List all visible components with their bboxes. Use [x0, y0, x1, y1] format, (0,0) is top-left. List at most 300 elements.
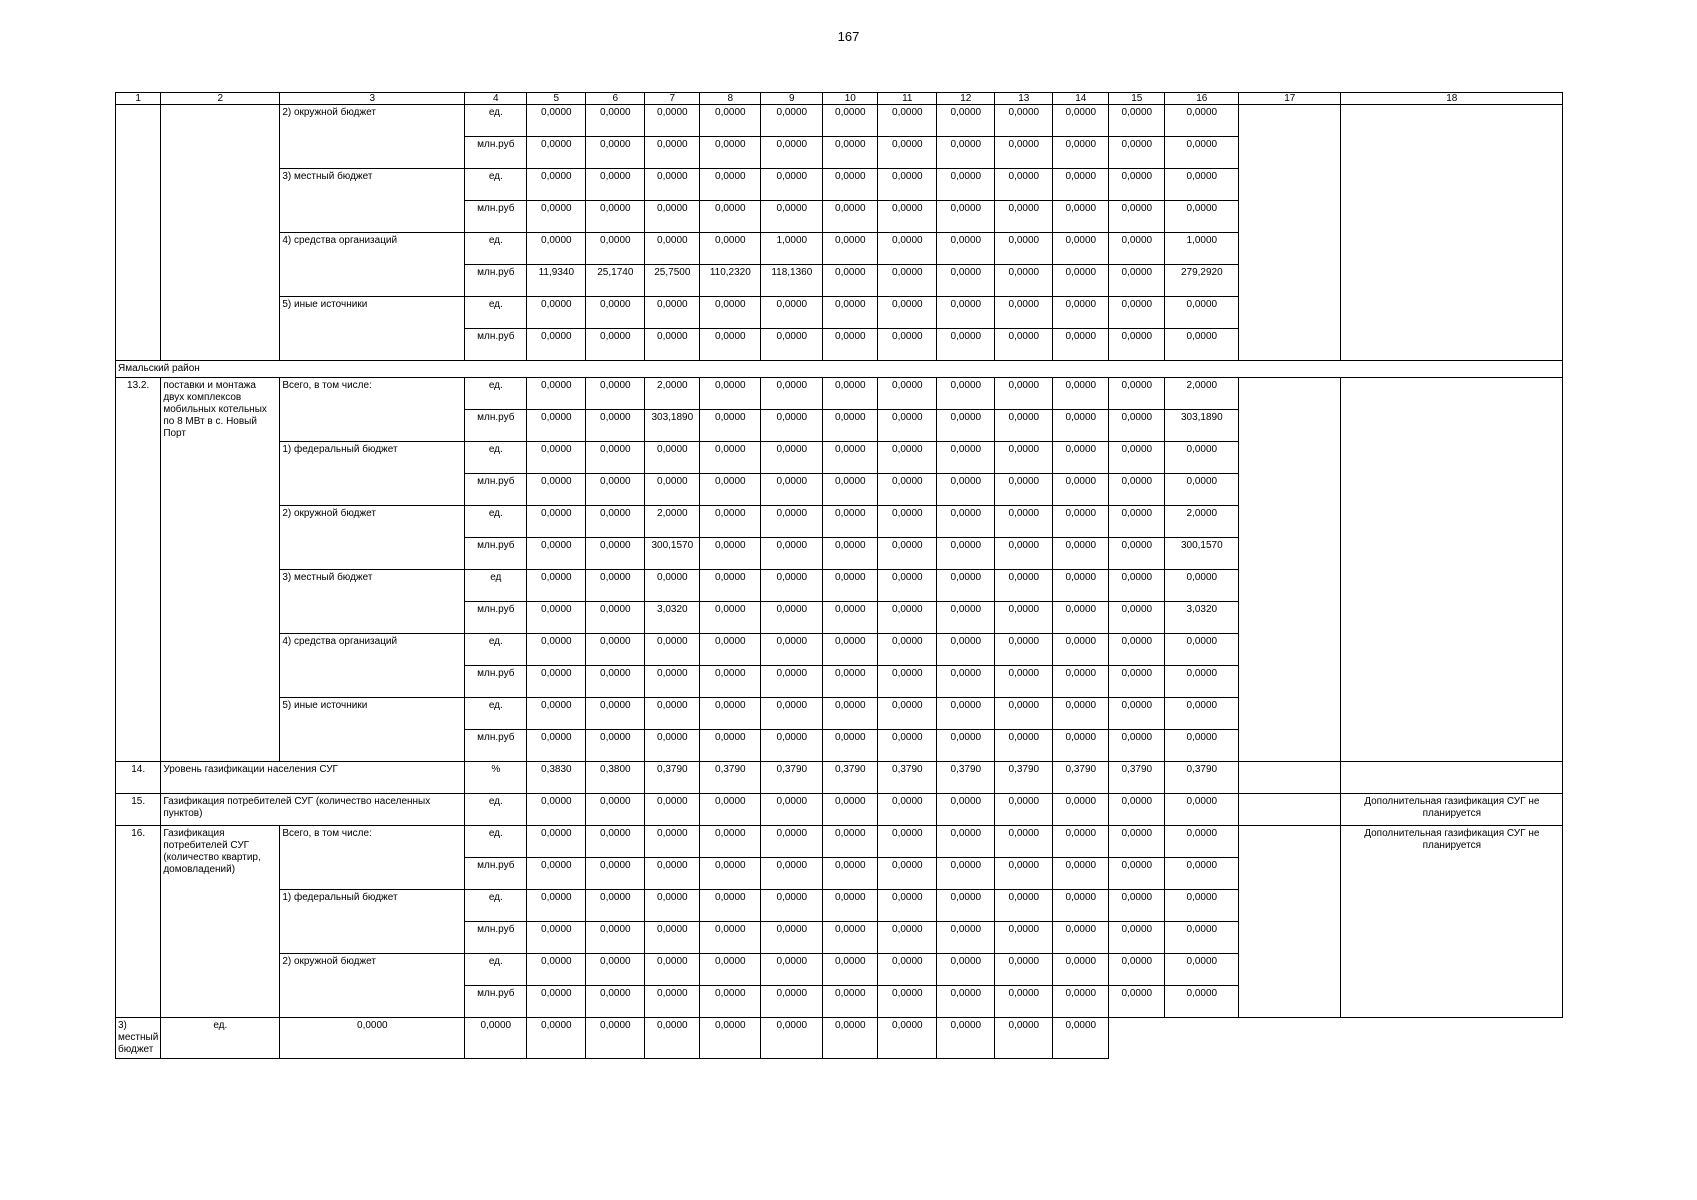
- unit-cell: ед.: [465, 794, 527, 826]
- unit-cell: ед.: [465, 826, 527, 858]
- value-cell: 0,0000: [995, 297, 1053, 329]
- value-cell: 0,0000: [878, 1018, 937, 1059]
- value-cell: 0,0000: [645, 634, 700, 666]
- value-cell: 0,3800: [586, 762, 645, 794]
- value-cell: 0,3790: [700, 762, 761, 794]
- column-number-header: 10: [823, 93, 878, 105]
- value-cell: 0,0000: [937, 922, 995, 954]
- total-value-cell: 3,0320: [1165, 602, 1239, 634]
- value-cell: 0,0000: [645, 858, 700, 890]
- value-cell: 0,0000: [823, 602, 878, 634]
- value-cell: 0,0000: [527, 137, 586, 169]
- value-cell: 0,0000: [645, 105, 700, 137]
- column-17-cell: [1239, 826, 1341, 1018]
- value-cell: 0,0000: [1053, 794, 1109, 826]
- value-cell: 0,0000: [645, 570, 700, 602]
- value-cell: 0,0000: [761, 570, 823, 602]
- funding-source: 5) иные источники: [280, 297, 465, 361]
- value-cell: 0,0000: [823, 730, 878, 762]
- value-cell: 0,0000: [1109, 666, 1165, 698]
- total-value-cell: 0,0000: [1165, 137, 1239, 169]
- value-cell: 0,0000: [586, 570, 645, 602]
- value-cell: 0,0000: [645, 794, 700, 826]
- value-cell: 0,0000: [878, 201, 937, 233]
- value-cell: 0,0000: [1053, 410, 1109, 442]
- unit-cell: млн.руб: [465, 137, 527, 169]
- value-cell: 118,1360: [761, 265, 823, 297]
- value-cell: 0,0000: [586, 378, 645, 410]
- total-value-cell: 0,0000: [1165, 297, 1239, 329]
- value-cell: 0,0000: [878, 570, 937, 602]
- value-cell: 0,0000: [823, 137, 878, 169]
- column-number-header: 13: [995, 93, 1053, 105]
- column-17-cell: [1239, 105, 1341, 361]
- funding-source: 2) окружной бюджет: [280, 954, 465, 1018]
- table-row: [116, 794, 1563, 826]
- value-cell: 0,0000: [1053, 506, 1109, 538]
- value-cell: 0,0000: [937, 442, 995, 474]
- value-cell: 0,0000: [1109, 602, 1165, 634]
- value-cell: 0,0000: [527, 297, 586, 329]
- value-cell: 0,0000: [527, 570, 586, 602]
- value-cell: 0,0000: [586, 954, 645, 986]
- value-cell: 0,0000: [586, 1018, 645, 1059]
- value-cell: 0,0000: [586, 922, 645, 954]
- value-cell: 0,0000: [937, 634, 995, 666]
- value-cell: 0,0000: [937, 506, 995, 538]
- funding-source: 3) местный бюджет: [280, 570, 465, 634]
- value-cell: 0,0000: [995, 442, 1053, 474]
- value-cell: 0,0000: [823, 666, 878, 698]
- value-cell: 0,0000: [761, 602, 823, 634]
- value-cell: 0,0000: [761, 378, 823, 410]
- value-cell: 0,0000: [1053, 602, 1109, 634]
- section-row: [116, 361, 1563, 378]
- value-cell: 0,0000: [700, 954, 761, 986]
- unit-cell: ед.: [465, 378, 527, 410]
- funding-source: 4) средства организаций: [280, 634, 465, 698]
- value-cell: 0,0000: [700, 1018, 761, 1059]
- value-cell: 0,0000: [1053, 570, 1109, 602]
- value-cell: 0,0000: [700, 730, 761, 762]
- value-cell: 0,0000: [761, 297, 823, 329]
- value-cell: 0,0000: [586, 201, 645, 233]
- value-cell: 0,0000: [878, 954, 937, 986]
- total-value-cell: 2,0000: [1165, 506, 1239, 538]
- value-cell: 0,0000: [280, 1018, 465, 1059]
- value-cell: 0,0000: [937, 858, 995, 890]
- value-cell: 0,0000: [1109, 826, 1165, 858]
- value-cell: 0,0000: [1053, 922, 1109, 954]
- unit-cell: млн.руб: [465, 986, 527, 1018]
- value-cell: 0,0000: [995, 794, 1053, 826]
- value-cell: 0,0000: [823, 233, 878, 265]
- column-number-header: 2: [161, 93, 280, 105]
- value-cell: 0,0000: [823, 986, 878, 1018]
- value-cell: 0,0000: [937, 410, 995, 442]
- total-value-cell: 0,0000: [1165, 954, 1239, 986]
- value-cell: 0,0000: [1109, 794, 1165, 826]
- value-cell: 0,0000: [645, 954, 700, 986]
- value-cell: 0,0000: [1109, 265, 1165, 297]
- item-number: 13.2.: [116, 378, 161, 762]
- column-number-header: 5: [527, 93, 586, 105]
- value-cell: 0,0000: [700, 794, 761, 826]
- value-cell: 0,0000: [700, 378, 761, 410]
- value-cell: 0,0000: [700, 922, 761, 954]
- value-cell: 0,3790: [1109, 762, 1165, 794]
- value-cell: 0,0000: [1109, 858, 1165, 890]
- column-number-header: 18: [1341, 93, 1563, 105]
- table-row: [116, 1018, 1563, 1059]
- value-cell: 0,0000: [995, 698, 1053, 730]
- value-cell: 0,0000: [878, 506, 937, 538]
- value-cell: 0,0000: [937, 233, 995, 265]
- value-cell: 0,0000: [823, 858, 878, 890]
- value-cell: 0,0000: [527, 698, 586, 730]
- value-cell: 0,0000: [823, 105, 878, 137]
- value-cell: 0,0000: [527, 538, 586, 570]
- value-cell: 0,0000: [761, 538, 823, 570]
- value-cell: 0,0000: [995, 666, 1053, 698]
- value-cell: 0,0000: [1053, 137, 1109, 169]
- value-cell: 0,0000: [586, 890, 645, 922]
- total-value-cell: 0,0000: [1165, 698, 1239, 730]
- value-cell: 0,0000: [1053, 986, 1109, 1018]
- value-cell: 0,0000: [527, 169, 586, 201]
- funding-source: 1) федеральный бюджет: [280, 890, 465, 954]
- column-number-header: 9: [761, 93, 823, 105]
- page-number: 167: [837, 29, 860, 44]
- unit-cell: млн.руб: [465, 329, 527, 361]
- item-number: 14.: [116, 762, 161, 794]
- unit-cell: млн.руб: [465, 858, 527, 890]
- value-cell: 0,0000: [527, 201, 586, 233]
- value-cell: 0,0000: [995, 474, 1053, 506]
- value-cell: 0,0000: [527, 1018, 586, 1059]
- value-cell: 0,0000: [586, 602, 645, 634]
- value-cell: 0,3790: [937, 762, 995, 794]
- total-value-cell: 0,0000: [1165, 922, 1239, 954]
- value-cell: 0,0000: [937, 826, 995, 858]
- value-cell: 0,0000: [527, 666, 586, 698]
- value-cell: 0,0000: [995, 233, 1053, 265]
- funding-source: 3) местный бюджет: [116, 1018, 161, 1059]
- value-cell: 0,0000: [1109, 954, 1165, 986]
- value-cell: 0,0000: [700, 634, 761, 666]
- unit-cell: ед: [465, 570, 527, 602]
- value-cell: 0,0000: [586, 666, 645, 698]
- value-cell: 0,0000: [937, 666, 995, 698]
- value-cell: 0,0000: [878, 265, 937, 297]
- value-cell: 0,0000: [1109, 201, 1165, 233]
- value-cell: 0,0000: [1053, 474, 1109, 506]
- value-cell: 0,0000: [1109, 634, 1165, 666]
- value-cell: 0,0000: [995, 890, 1053, 922]
- value-cell: 0,0000: [823, 922, 878, 954]
- column-number-header: 15: [1109, 93, 1165, 105]
- value-cell: 0,0000: [527, 474, 586, 506]
- value-cell: 0,0000: [878, 410, 937, 442]
- value-cell: 0,0000: [878, 474, 937, 506]
- unit-cell: ед.: [465, 506, 527, 538]
- value-cell: 0,0000: [937, 105, 995, 137]
- value-cell: 0,0000: [1109, 329, 1165, 361]
- value-cell: 0,0000: [1053, 698, 1109, 730]
- value-cell: 0,0000: [700, 474, 761, 506]
- value-cell: 0,0000: [761, 169, 823, 201]
- value-cell: 0,0000: [937, 986, 995, 1018]
- total-value-cell: 0,0000: [1165, 826, 1239, 858]
- total-value-cell: 2,0000: [1165, 378, 1239, 410]
- value-cell: 0,3790: [761, 762, 823, 794]
- total-value-cell: 0,0000: [1165, 730, 1239, 762]
- value-cell: 0,0000: [878, 137, 937, 169]
- value-cell: 0,0000: [823, 634, 878, 666]
- value-cell: 0,3790: [878, 762, 937, 794]
- value-cell: 0,0000: [878, 105, 937, 137]
- value-cell: 0,0000: [645, 137, 700, 169]
- value-cell: 0,0000: [527, 410, 586, 442]
- unit-cell: млн.руб: [465, 922, 527, 954]
- value-cell: 0,0000: [761, 474, 823, 506]
- value-cell: 0,0000: [1109, 730, 1165, 762]
- value-cell: 0,0000: [761, 137, 823, 169]
- unit-cell: ед.: [465, 297, 527, 329]
- unit-cell: млн.руб: [465, 410, 527, 442]
- value-cell: 0,0000: [995, 1018, 1053, 1059]
- item-number: [116, 105, 161, 361]
- value-cell: 0,0000: [1109, 378, 1165, 410]
- unit-cell: ед.: [465, 634, 527, 666]
- value-cell: 0,0000: [823, 698, 878, 730]
- value-cell: 0,0000: [761, 1018, 823, 1059]
- value-cell: 0,0000: [700, 698, 761, 730]
- unit-cell: ед.: [465, 442, 527, 474]
- value-cell: 0,0000: [527, 826, 586, 858]
- value-cell: 0,0000: [761, 986, 823, 1018]
- value-cell: 0,0000: [586, 297, 645, 329]
- value-cell: 0,0000: [995, 201, 1053, 233]
- value-cell: 0,0000: [761, 794, 823, 826]
- column-number-header: 1: [116, 93, 161, 105]
- value-cell: 0,0000: [700, 329, 761, 361]
- value-cell: 0,0000: [586, 329, 645, 361]
- value-cell: 0,0000: [586, 826, 645, 858]
- value-cell: 0,0000: [761, 634, 823, 666]
- unit-cell: млн.руб: [465, 474, 527, 506]
- value-cell: 0,0000: [1053, 329, 1109, 361]
- value-cell: 0,0000: [995, 137, 1053, 169]
- unit-cell: ед.: [465, 169, 527, 201]
- section-heading: Ямальский район: [116, 361, 1563, 378]
- unit-cell: ед.: [465, 890, 527, 922]
- funding-source: 2) окружной бюджет: [280, 506, 465, 570]
- funding-source: 4) средства организаций: [280, 233, 465, 297]
- value-cell: 0,0000: [823, 506, 878, 538]
- column-number-header: 8: [700, 93, 761, 105]
- column-number-header: 16: [1165, 93, 1239, 105]
- column-17-cell: [1239, 762, 1341, 794]
- value-cell: 0,0000: [645, 986, 700, 1018]
- unit-cell: ед.: [465, 954, 527, 986]
- value-cell: 0,0000: [586, 794, 645, 826]
- value-cell: 0,0000: [586, 442, 645, 474]
- value-cell: 0,0000: [586, 538, 645, 570]
- value-cell: 0,0000: [761, 890, 823, 922]
- value-cell: 0,0000: [823, 794, 878, 826]
- value-cell: 0,0000: [1053, 378, 1109, 410]
- value-cell: 0,0000: [878, 666, 937, 698]
- table-row: [116, 105, 1563, 137]
- value-cell: 0,0000: [645, 201, 700, 233]
- column-number-header: 3: [280, 93, 465, 105]
- value-cell: 0,0000: [823, 378, 878, 410]
- column-number-header-row: [116, 93, 1563, 105]
- column-17-cell: [1239, 378, 1341, 762]
- column-number-header: 6: [586, 93, 645, 105]
- value-cell: 0,0000: [937, 169, 995, 201]
- unit-cell: млн.руб: [465, 602, 527, 634]
- value-cell: 0,0000: [878, 826, 937, 858]
- value-cell: 0,0000: [995, 538, 1053, 570]
- note-cell: [1341, 762, 1563, 794]
- funding-source: 5) иные источники: [280, 698, 465, 762]
- value-cell: 0,0000: [527, 233, 586, 265]
- value-cell: 0,0000: [527, 986, 586, 1018]
- value-cell: 0,0000: [645, 730, 700, 762]
- note-cell: Дополнительная газификация СУГ не планируется: [1341, 794, 1563, 826]
- column-number-header: 11: [878, 93, 937, 105]
- value-cell: 0,0000: [700, 666, 761, 698]
- value-cell: 300,1570: [645, 538, 700, 570]
- value-cell: 0,0000: [527, 634, 586, 666]
- total-value-cell: 300,1570: [1165, 538, 1239, 570]
- unit-cell: ед.: [465, 105, 527, 137]
- value-cell: 0,0000: [995, 954, 1053, 986]
- value-cell: 0,0000: [1053, 954, 1109, 986]
- value-cell: 0,0000: [937, 954, 995, 986]
- value-cell: 0,0000: [995, 858, 1053, 890]
- total-value-cell: 0,3790: [1165, 762, 1239, 794]
- value-cell: 0,0000: [700, 890, 761, 922]
- value-cell: 0,0000: [878, 169, 937, 201]
- value-cell: 0,0000: [1053, 890, 1109, 922]
- total-value-cell: 0,0000: [1165, 570, 1239, 602]
- value-cell: 0,0000: [700, 570, 761, 602]
- column-number-header: 17: [1239, 93, 1341, 105]
- column-number-header: 12: [937, 93, 995, 105]
- value-cell: 0,0000: [645, 297, 700, 329]
- value-cell: 0,0000: [1109, 137, 1165, 169]
- unit-cell: ед.: [465, 233, 527, 265]
- value-cell: 0,0000: [527, 890, 586, 922]
- value-cell: 0,0000: [878, 858, 937, 890]
- value-cell: 0,0000: [1109, 570, 1165, 602]
- value-cell: 0,0000: [1053, 634, 1109, 666]
- value-cell: 0,0000: [995, 378, 1053, 410]
- value-cell: 0,0000: [878, 634, 937, 666]
- value-cell: 0,0000: [527, 602, 586, 634]
- column-17-cell: [1239, 794, 1341, 826]
- value-cell: 0,3790: [823, 762, 878, 794]
- value-cell: 0,0000: [1053, 858, 1109, 890]
- unit-cell: млн.руб: [465, 538, 527, 570]
- value-cell: 0,0000: [937, 1018, 995, 1059]
- value-cell: 1,0000: [761, 233, 823, 265]
- value-cell: 0,0000: [1053, 233, 1109, 265]
- value-cell: 0,0000: [700, 410, 761, 442]
- value-cell: 0,0000: [761, 826, 823, 858]
- funding-source: Всего, в том числе:: [280, 378, 465, 442]
- value-cell: 0,0000: [761, 105, 823, 137]
- value-cell: 0,0000: [1053, 105, 1109, 137]
- value-cell: 0,0000: [995, 329, 1053, 361]
- unit-cell: млн.руб: [465, 730, 527, 762]
- value-cell: 0,0000: [995, 986, 1053, 1018]
- program-table: [115, 92, 1563, 1059]
- value-cell: 25,1740: [586, 265, 645, 297]
- value-cell: 0,0000: [527, 378, 586, 410]
- value-cell: 0,0000: [586, 169, 645, 201]
- value-cell: 0,0000: [937, 730, 995, 762]
- value-cell: 0,0000: [995, 826, 1053, 858]
- value-cell: 0,0000: [1109, 474, 1165, 506]
- value-cell: 0,0000: [995, 410, 1053, 442]
- value-cell: 0,0000: [937, 201, 995, 233]
- total-value-cell: 0,0000: [1165, 201, 1239, 233]
- item-name: [161, 105, 280, 361]
- value-cell: 0,0000: [586, 474, 645, 506]
- value-cell: 0,0000: [1109, 169, 1165, 201]
- value-cell: 0,0000: [700, 826, 761, 858]
- value-cell: 0,0000: [937, 378, 995, 410]
- value-cell: 25,7500: [645, 265, 700, 297]
- total-value-cell: 0,0000: [1165, 442, 1239, 474]
- unit-cell: ед.: [465, 698, 527, 730]
- table-row: [116, 762, 1563, 794]
- value-cell: 0,0000: [878, 730, 937, 762]
- value-cell: 0,0000: [995, 169, 1053, 201]
- value-cell: 0,0000: [527, 858, 586, 890]
- value-cell: 0,0000: [700, 986, 761, 1018]
- value-cell: 0,0000: [823, 442, 878, 474]
- value-cell: 0,0000: [823, 570, 878, 602]
- value-cell: 0,0000: [761, 922, 823, 954]
- value-cell: 0,3830: [527, 762, 586, 794]
- value-cell: 0,0000: [823, 890, 878, 922]
- value-cell: 0,0000: [878, 442, 937, 474]
- value-cell: 0,0000: [527, 105, 586, 137]
- value-cell: 0,0000: [995, 922, 1053, 954]
- value-cell: 303,1890: [645, 410, 700, 442]
- total-value-cell: 0,0000: [1165, 858, 1239, 890]
- value-cell: 0,0000: [937, 698, 995, 730]
- note-cell: [1341, 378, 1563, 762]
- value-cell: 0,0000: [937, 265, 995, 297]
- value-cell: 0,0000: [645, 442, 700, 474]
- value-cell: 0,0000: [761, 329, 823, 361]
- value-cell: 0,0000: [761, 698, 823, 730]
- value-cell: 0,0000: [1109, 538, 1165, 570]
- value-cell: 0,0000: [1109, 442, 1165, 474]
- value-cell: 0,0000: [1053, 297, 1109, 329]
- value-cell: 0,0000: [995, 506, 1053, 538]
- value-cell: 0,0000: [823, 297, 878, 329]
- value-cell: 0,0000: [878, 794, 937, 826]
- value-cell: 0,0000: [878, 297, 937, 329]
- funding-source: 3) местный бюджет: [280, 169, 465, 233]
